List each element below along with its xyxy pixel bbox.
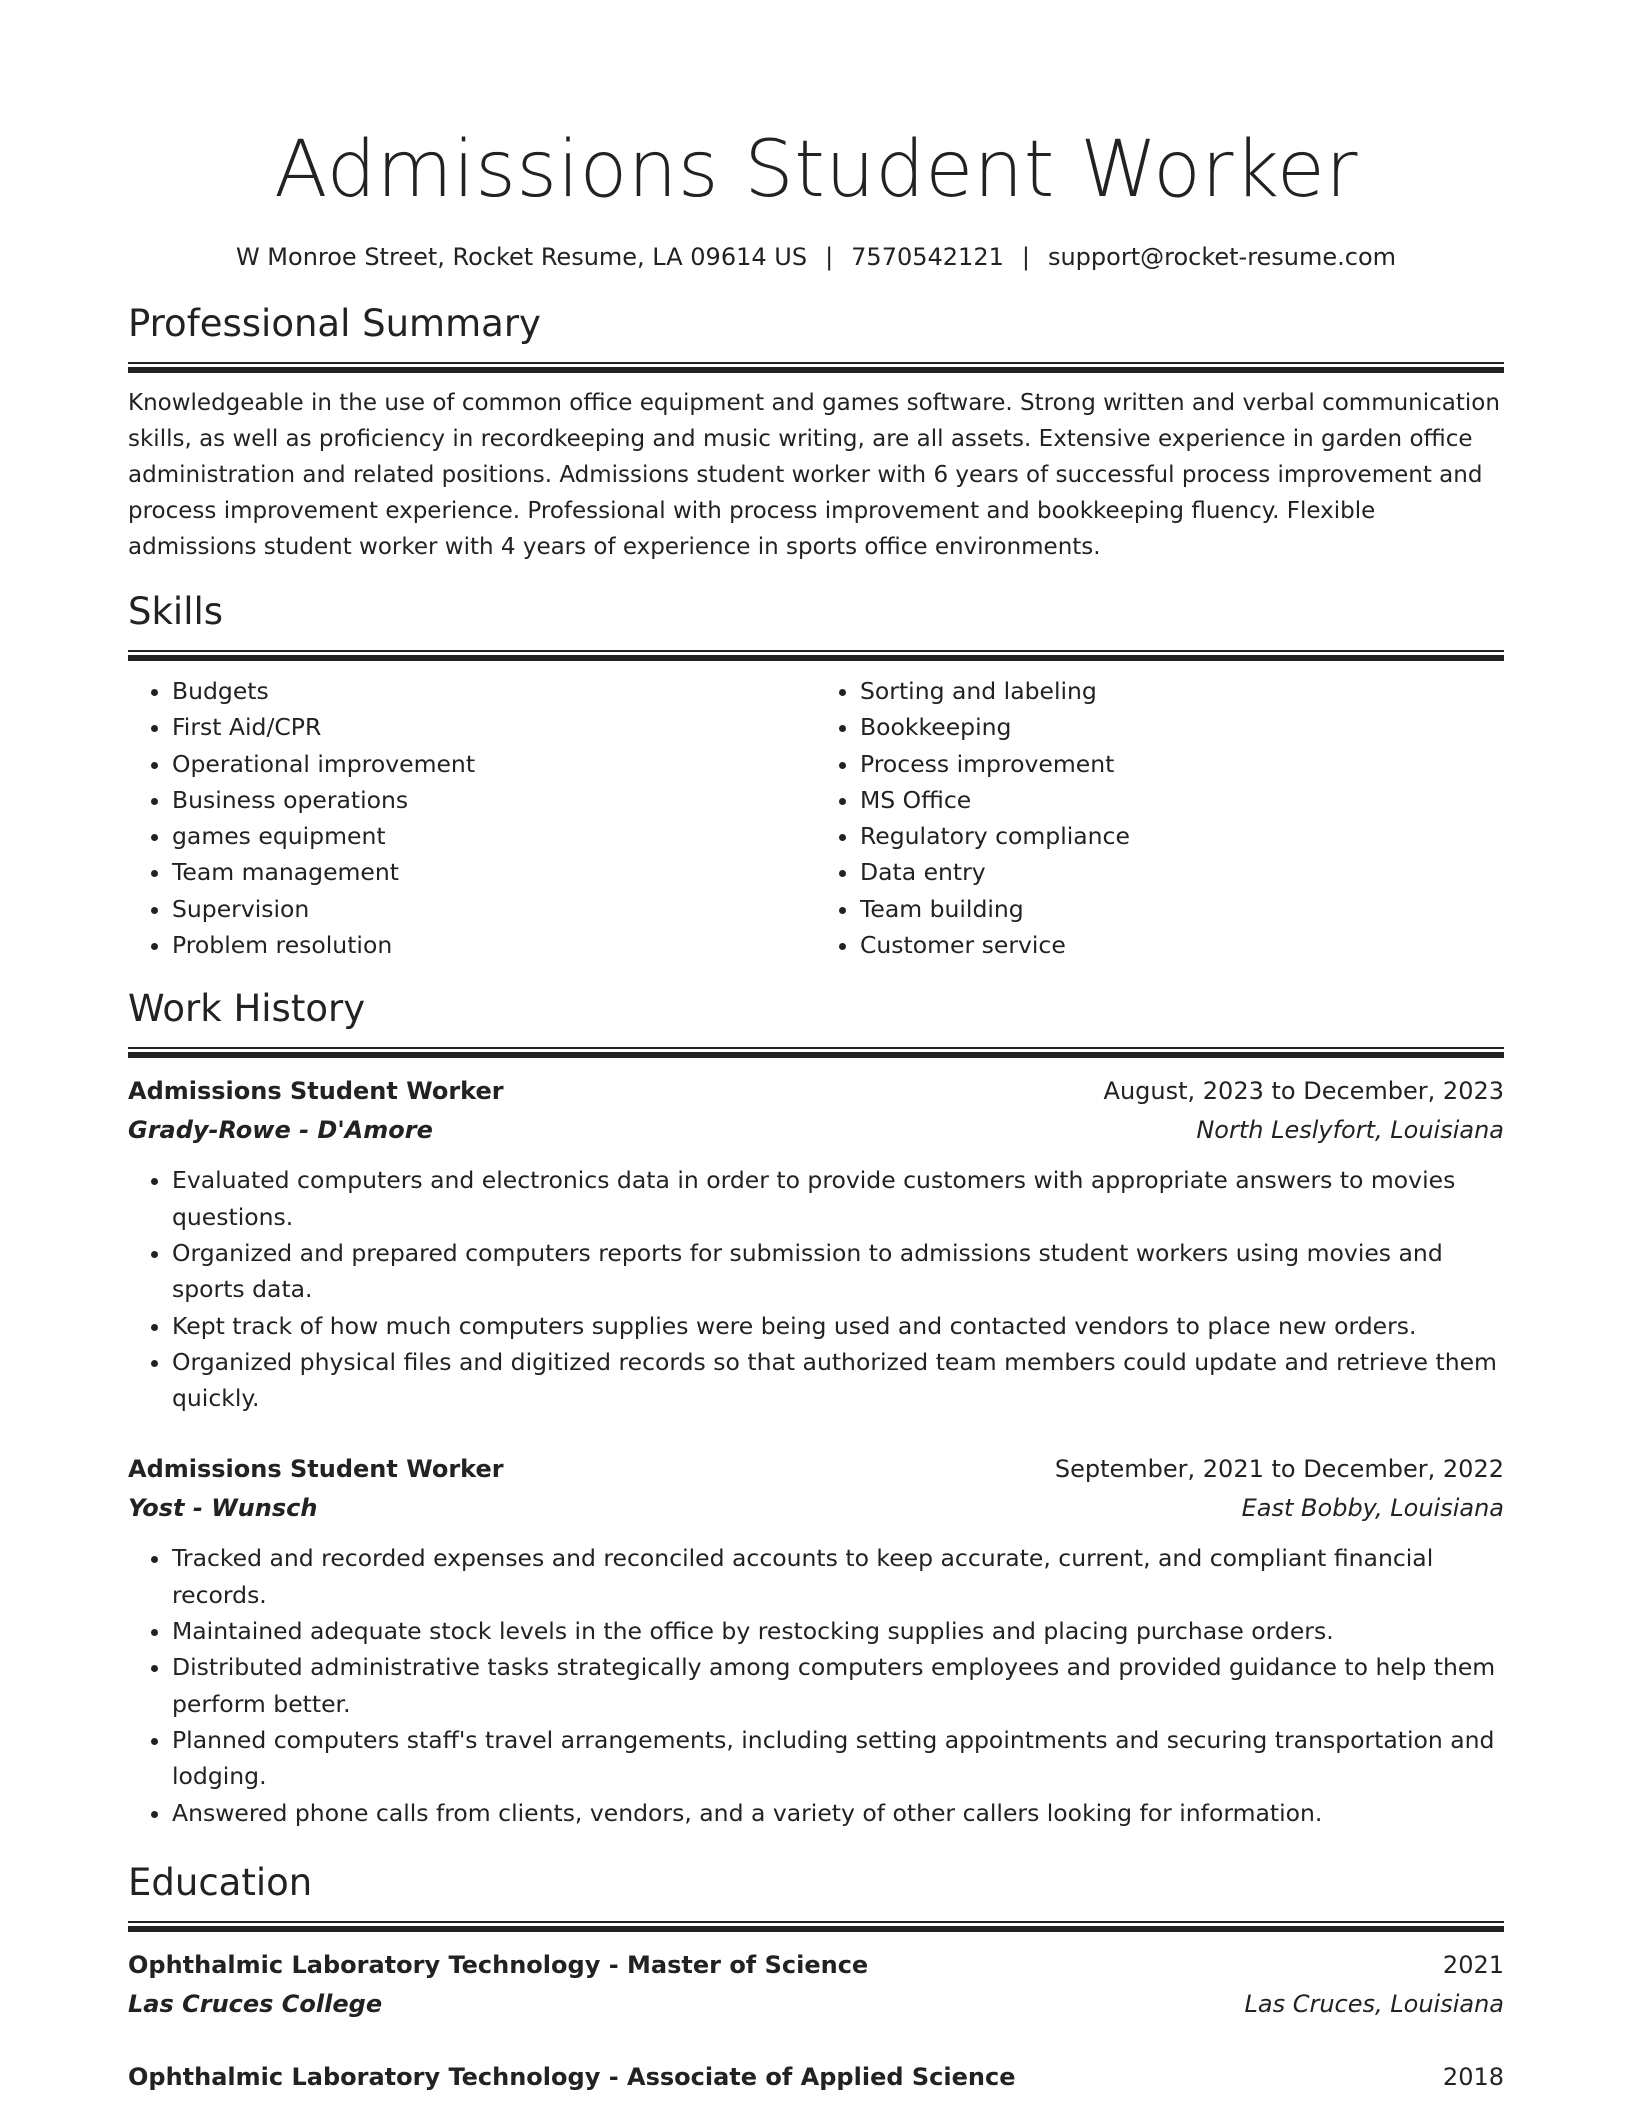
skill-item: • Customer service — [860, 927, 1504, 963]
job-bullet: • Organized and prepared computers reports for submission to admissions student workers using movies and sports data. — [172, 1235, 1504, 1308]
job-bullet: • Maintained adequate stock levels in the office by restocking supplies and placing purchase orders. — [172, 1613, 1504, 1649]
contact-line — [128, 240, 1504, 274]
job-bullets — [128, 1540, 1504, 1830]
contact-email[interactable]: support@rocket-resume.com — [1047, 243, 1397, 271]
job-bullet: • Planned computers staff's travel arrangements, including setting appointments and securing transportation and lodging. — [172, 1722, 1504, 1795]
professional-summary-section — [128, 300, 1504, 565]
contact-phone: 7570542121 — [851, 243, 1004, 271]
contact-separator: | — [825, 243, 834, 271]
education-entry — [128, 1946, 1504, 2024]
education-year: 2021 — [1442, 1950, 1504, 1979]
job-bullet: • Answered phone calls from clients, vendors, and a variety of other callers looking for information. — [172, 1795, 1504, 1831]
job-header-row — [128, 1450, 1504, 1488]
section-title-summary: Professional Summary — [128, 302, 541, 345]
skill-item: • Operational improvement — [172, 746, 816, 782]
job-title: Admissions Student Worker — [128, 1455, 504, 1484]
work-history-section — [128, 985, 1504, 1830]
skill-item: • Business operations — [172, 782, 816, 818]
skill-item: • Team building — [860, 891, 1504, 927]
job-company: Grady-Rowe - D'Amore — [128, 1116, 433, 1145]
skill-item: • Process improvement — [860, 746, 1504, 782]
job-company: Yost - Wunsch — [128, 1494, 318, 1523]
contact-separator: | — [1021, 243, 1030, 271]
job-company-row — [128, 1488, 1504, 1528]
job-company-row — [128, 1110, 1504, 1150]
job-bullet: • Tracked and recorded expenses and reconciled accounts to keep accurate, current, and compliant financial records. — [172, 1540, 1504, 1613]
job-bullet: • Distributed administrative tasks strategically among computers employees and provided guidance to help them perform better. — [172, 1649, 1504, 1722]
skill-item: • Data entry — [860, 854, 1504, 890]
education-school: Las Cruces College — [128, 1989, 383, 2018]
education-degree: Ophthalmic Laboratory Technology - Master of Science — [128, 1950, 869, 1979]
skills-columns — [128, 673, 1504, 963]
contact-address: W Monroe Street, Rocket Resume, LA 09614 US — [235, 243, 808, 271]
resume-name: Admissions Student Worker — [274, 125, 1358, 215]
section-divider — [128, 650, 1504, 661]
education-header-row — [128, 2058, 1504, 2096]
skill-item: • Bookkeeping — [860, 709, 1504, 745]
job-title: Admissions Student Worker — [128, 1077, 504, 1106]
job-bullet: • Evaluated computers and electronics data in order to provide customers with appropriate answers to movies questions. — [172, 1162, 1504, 1235]
job-header-row — [128, 1072, 1504, 1110]
section-divider — [128, 1047, 1504, 1058]
skill-item: • Budgets — [172, 673, 816, 709]
education-school-row — [128, 1984, 1504, 2024]
skill-item: • Team management — [172, 854, 816, 890]
skill-item: • Sorting and labeling — [860, 673, 1504, 709]
section-title-education: Education — [128, 1860, 313, 1904]
education-section — [128, 1859, 1504, 2096]
skills-list-right — [816, 673, 1504, 963]
job-dates: August, 2023 to December, 2023 — [1103, 1077, 1504, 1106]
skill-item: • Supervision — [172, 891, 816, 927]
job-bullet: • Kept track of how much computers supplies were being used and contacted vendors to place new orders. — [172, 1308, 1504, 1344]
education-location: Las Cruces, Louisiana — [1244, 1989, 1504, 2018]
skill-item: • Problem resolution — [172, 927, 816, 963]
education-degree: Ophthalmic Laboratory Technology - Associate of Applied Science — [128, 2062, 1016, 2091]
education-entry — [128, 2058, 1504, 2096]
skills-list-left — [128, 673, 816, 963]
section-divider — [128, 362, 1504, 373]
skill-item: • Regulatory compliance — [860, 818, 1504, 854]
job-location: North Leslyfort, Louisiana — [1196, 1116, 1504, 1145]
skill-item: • MS Office — [860, 782, 1504, 818]
job-location: East Bobby, Louisiana — [1241, 1494, 1504, 1523]
section-divider — [128, 1921, 1504, 1932]
skills-section — [128, 588, 1504, 963]
skill-item: • games equipment — [172, 818, 816, 854]
education-year: 2018 — [1442, 2062, 1504, 2091]
job-entry — [128, 1072, 1504, 1416]
education-header-row — [128, 1946, 1504, 1984]
job-bullet: • Organized physical files and digitized records so that authorized team members could update and retrieve them quickly. — [172, 1344, 1504, 1417]
skill-item: • First Aid/CPR — [172, 709, 816, 745]
job-bullets — [128, 1162, 1504, 1416]
summary-text: Knowledgeable in the use of common office equipment and games software. Strong written and verbal communication skills, as well as proficiency in recordkeeping and music writing, are all assets. Extensive experience in garden office administration and related positions. Admissions student worker with 6 years of successful process improvement and process improvement experience. Professional with process improvement and bookkeeping fluency. Flexible admissions student worker with 4 years of experience in sports office environments. — [128, 390, 1500, 560]
section-title-work: Work History — [128, 987, 366, 1031]
section-title-skills: Skills — [128, 590, 224, 633]
job-entry — [128, 1450, 1504, 1830]
job-dates: September, 2021 to December, 2022 — [1054, 1455, 1504, 1484]
